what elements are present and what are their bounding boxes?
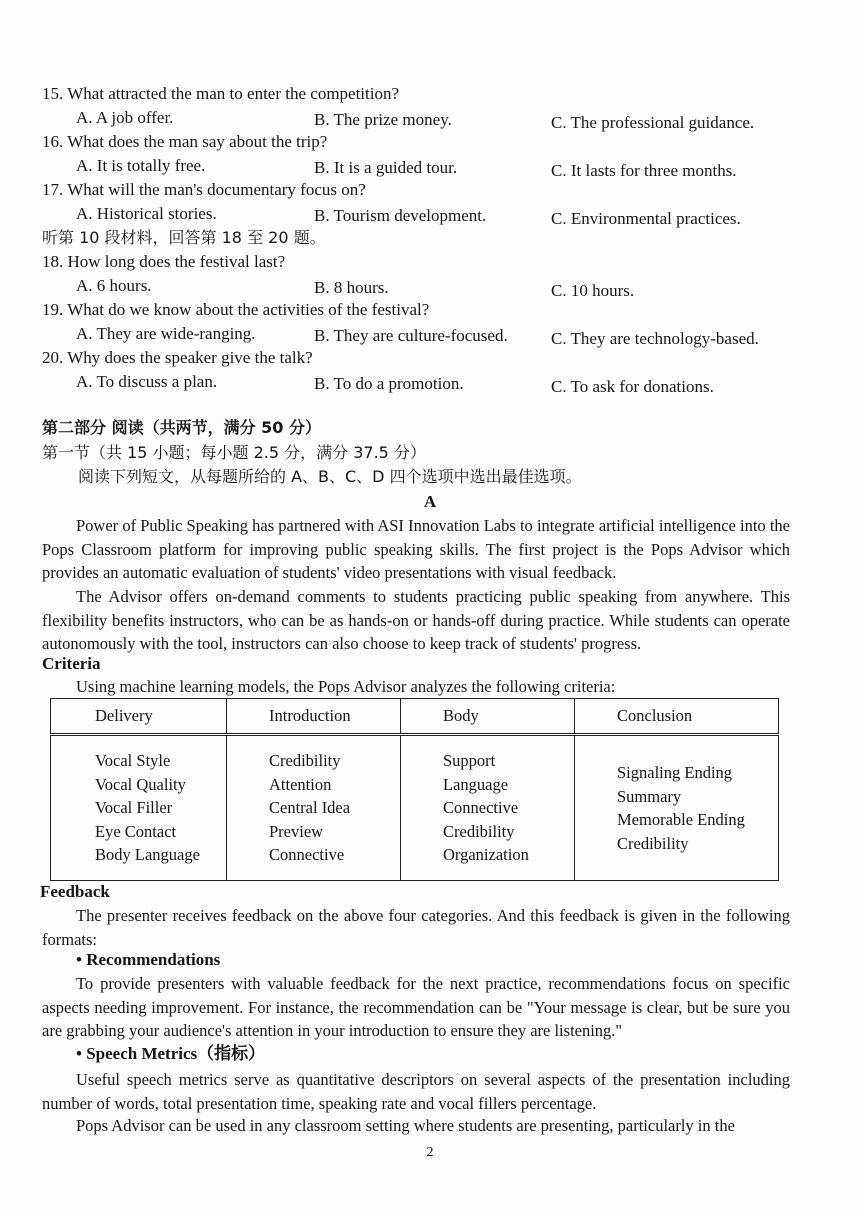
section-1-title: 第一节（共 15 小题；每小题 2.5 分，满分 37.5 分）: [42, 443, 426, 462]
table-header: Delivery: [51, 699, 227, 735]
option-18b: B. 8 hours.: [314, 278, 389, 297]
option-16a: A. It is totally free.: [76, 156, 206, 175]
criterion-item: Organization: [443, 845, 529, 865]
criterion-item: Body Language: [95, 845, 200, 865]
criteria-intro: Using machine learning models, the Pops Advisor analyzes the following criteria:: [76, 677, 616, 696]
option-16b: B. It is a guided tour.: [314, 158, 458, 177]
criteria-heading: Criteria: [42, 654, 101, 673]
option-20b: B. To do a promotion.: [314, 374, 464, 393]
criterion-item: Credibility: [443, 821, 515, 841]
paragraph-4: [42, 972, 790, 1043]
table-cell-delivery: [51, 735, 227, 881]
question-16: 16. What does the man say about the trip?: [42, 132, 328, 151]
criterion-item: Signaling Ending: [617, 763, 733, 782]
criterion-item: Language: [443, 774, 509, 794]
option-19c: C. They are technology-based.: [551, 329, 759, 348]
paragraph-5-text: Useful speech metrics serve as quantitative descriptors on several aspects of the presentation including number of words, total presentation time, speaking rate and vocal fillers percentage.: [42, 1070, 790, 1113]
option-17b: B. Tourism development.: [314, 206, 487, 225]
option-17a: A. Historical stories.: [76, 204, 217, 223]
criterion-item: Connective: [443, 798, 519, 818]
paragraph-6-text: Pops Advisor can be used in any classroom setting where students are presenting, particularly in the: [76, 1116, 735, 1135]
passage-letter: A: [423, 492, 437, 511]
table-header-row: [51, 699, 779, 735]
criterion-item: Credibility: [617, 833, 689, 853]
paragraph-4-text: To provide presenters with valuable feedback for the next practice, recommendations focus on specific aspects needing improvement. For instance, the recommendation can be "Your message is clear, but be sure you are grabbing your audience's attention in your introduction to ensure they are listening.": [42, 974, 790, 1040]
speech-metrics-heading: • Speech Metrics（指标）: [76, 1044, 266, 1063]
table-header: Introduction: [227, 699, 401, 735]
table-cell-body: [401, 735, 575, 881]
paragraph-6: [42, 1114, 790, 1138]
option-20a: A. To discuss a plan.: [76, 372, 218, 391]
criterion-item: Connective: [269, 845, 345, 865]
question-15: 15. What attracted the man to enter the competition?: [42, 84, 400, 103]
table-cell-introduction: [227, 735, 401, 881]
criterion-item: Support: [443, 751, 496, 771]
criteria-table: [50, 698, 779, 881]
criterion-item: Vocal Quality: [95, 774, 186, 794]
reading-instruction: 阅读下列短文，从每题所给的 A、B、C、D 四个选项中选出最佳选项。: [78, 467, 582, 486]
option-15c: C. The professional guidance.: [551, 113, 755, 132]
paragraph-2-text: The Advisor offers on-demand comments to students practicing public speaking from anywhere. This flexibility benefits instructors, who can be as hands-on or hands-off during practice. While students can operate autonomously with the tool, instructors can also choose to keep track of students' progress.: [42, 587, 790, 653]
question-17: 17. What will the man's documentary focus on?: [42, 180, 366, 199]
option-16c: C. It lasts for three months.: [551, 161, 737, 180]
criterion-item: Vocal Style: [95, 751, 171, 771]
paragraph-3-text: The presenter receives feedback on the above four categories. And this feedback is given in the following formats:: [42, 906, 790, 949]
criterion-item: Credibility: [269, 751, 341, 771]
paragraph-1: [42, 514, 790, 585]
table-row: [51, 735, 779, 881]
page-number: 2: [426, 1145, 434, 1160]
recommendations-heading: • Recommendations: [76, 950, 221, 969]
question-18: 18. How long does the festival last?: [42, 252, 286, 271]
option-15b: B. The prize money.: [314, 110, 452, 129]
option-15a: A. A job offer.: [76, 108, 174, 127]
paragraph-1-text: Power of Public Speaking has partnered with ASI Innovation Labs to integrate artificial intelligence into the Pops Classroom platform for improving public speaking skills. The first project is the Pops Advisor which provides an automatic evaluation of students' video presentations with visual feedback.: [42, 516, 790, 582]
table-cell-conclusion: [575, 735, 779, 881]
criterion-item: Central Idea: [269, 798, 351, 818]
table-header: Body: [401, 699, 575, 735]
section-10-instruction: 听第 10 段材料，回答第 18 至 20 题。: [42, 228, 326, 247]
part-2-title: 第二部分 阅读（共两节，满分 50 分）: [42, 418, 321, 437]
feedback-heading: Feedback: [40, 882, 110, 901]
criterion-item: Summary: [617, 786, 682, 806]
paragraph-2: [42, 585, 790, 656]
criterion-item: Vocal Filler: [95, 798, 173, 818]
paragraph-5: [42, 1068, 790, 1115]
criterion-item: Eye Contact: [95, 821, 177, 841]
criterion-item: Preview: [269, 821, 324, 841]
option-18a: A. 6 hours.: [76, 276, 152, 295]
paragraph-3: [42, 904, 790, 951]
option-17c: C. Environmental practices.: [551, 209, 741, 228]
option-19b: B. They are culture-focused.: [314, 326, 508, 345]
option-18c: C. 10 hours.: [551, 281, 635, 300]
question-20: 20. Why does the speaker give the talk?: [42, 348, 313, 367]
criterion-item: Memorable Ending: [617, 810, 745, 829]
criterion-item: Attention: [269, 774, 332, 794]
option-20c: C. To ask for donations.: [551, 377, 714, 396]
option-19a: A. They are wide-ranging.: [76, 324, 256, 343]
question-19: 19. What do we know about the activities of the festival?: [42, 300, 430, 319]
table-header: Conclusion: [575, 699, 779, 735]
